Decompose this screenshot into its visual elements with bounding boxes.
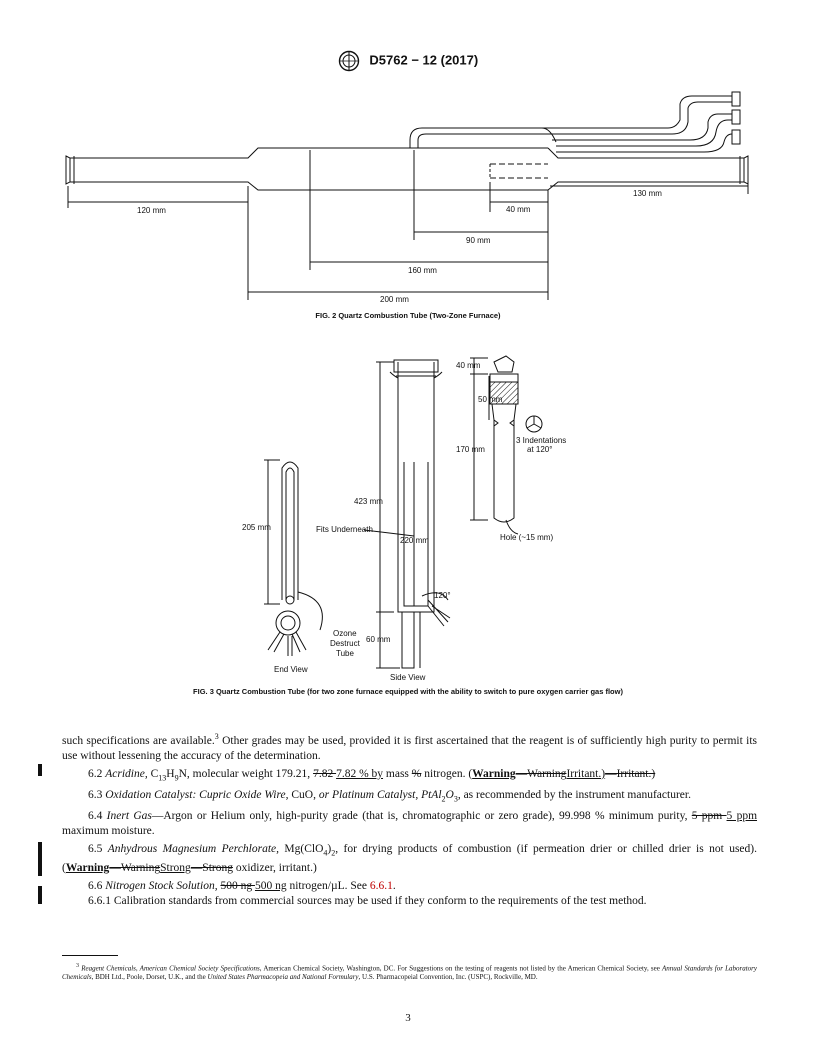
section-6-6-1: 6.6.1 Calibration standards from commercial sources may be used if they conform to the requirements of the test method. — [88, 894, 647, 907]
fig3-label-ozone: Ozone — [333, 629, 357, 638]
change-bar — [38, 842, 42, 876]
fig3-caption: FIG. 3 Quartz Combustion Tube (for two zone furnace equipped with the ability to switch to pure oxygen carrier gas flow) — [193, 687, 623, 696]
section-6-6: 6.6 Nitrogen Stock Solution, 500 ng 500 ng nitrogen/µL. See 6.6.1. — [88, 879, 396, 892]
footnote: $^3$ Reagent Chemicals, American Chemical Society Specifications, American Chemical Society, Washington, DC. For Suggestions on the testing of reagents not listed by the American Chemical Society, see Annual Standards for Laboratory Chemicals, BDH Ltd., Poole, Dorset, U.K., and the United States Pharmacopeia and National Formulary, U.S. Pharmacopeial Convention, Inc. (USPC), Rockville, MD. — [62, 963, 757, 982]
fig2-dim-90: 90 mm — [466, 236, 491, 245]
fig2-dim-40: 40 mm — [506, 205, 531, 214]
fig3-label-destruct: Destruct — [330, 639, 360, 648]
fig3-label-fits: Fits Underneath — [316, 525, 373, 534]
fig2-dim-200: 200 mm — [380, 295, 409, 304]
section-6-5: 6.5 Anhydrous Magnesium Perchlorate, $Mg(ClO_4)_2$, for drying products of combustion (if permeation drier or chilled drier is not used). (Warning—WarningStrong—Strong oxidizer, irritant.) — [62, 843, 757, 874]
fig3-label-sideview: Side View — [390, 673, 426, 682]
fig3-label-40mm: 40 mm — [456, 361, 481, 370]
fig3-label-205mm: 205 mm — [242, 523, 271, 532]
fig3-label-tube: Tube — [336, 649, 354, 658]
page-number: 3 — [405, 1012, 411, 1024]
fig3-label-60mm: 60 mm — [366, 635, 391, 644]
fig3-label-at120: at 120° — [527, 445, 553, 454]
designation: D5762 − 12 (2017) — [369, 52, 479, 68]
fig3-label-120deg: 120° — [434, 591, 451, 600]
body-text — [62, 729, 757, 912]
fig3-label-50mm: 50 mm — [478, 395, 503, 404]
paragraph-continuation: such specifications are available.$^3$ Other grades may be used, provided it is first ascertained that the reagent is of sufficiently high purity to permit its use without lessening the accuracy of the determination. — [62, 732, 757, 762]
section-link-6-6-1[interactable]: 6.6.1 — [369, 879, 393, 892]
change-bar — [38, 764, 42, 776]
fig3-label-endview: End View — [274, 665, 308, 674]
fig3-label-423mm: 423 mm — [354, 497, 383, 506]
section-6-2: 6.2 Acridine, $C_{13}H_9N$, molecular weight 179.21, 7.82 7.82 % by mass % nitrogen. (Warning—WarningIrritant.)—Irritant.) — [88, 767, 656, 783]
section-6-3: 6.3 Oxidation Catalyst: Cupric Oxide Wire, CuO, or Platinum Catalyst, $PtAl_2O_3$, as recommended by the instrument manufacturer. — [88, 789, 691, 804]
fig2-caption: FIG. 2 Quartz Combustion Tube (Two-Zone Furnace) — [315, 311, 501, 320]
fig3-label-170mm: 170 mm — [456, 445, 485, 454]
fig3-label-220mm: 220 mm — [400, 536, 429, 545]
footnote-divider — [62, 955, 118, 956]
fig3-label-hole: Hole (~15 mm) — [500, 533, 554, 542]
fig2-dim-130: 130 mm — [633, 189, 662, 198]
fig2-dim-160: 160 mm — [408, 266, 437, 275]
section-6-4: 6.4 Inert Gas—Argon or Helium only, high-purity grade (that is, chromatographic or zero grade), 99.998 % minimum purity, 5 ppm 5 ppm maximum moisture. — [62, 810, 758, 838]
fig2-dim-120: 120 mm — [137, 206, 166, 215]
fig3-label-indentations: 3 Indentations — [516, 436, 567, 445]
change-bar — [38, 886, 42, 904]
